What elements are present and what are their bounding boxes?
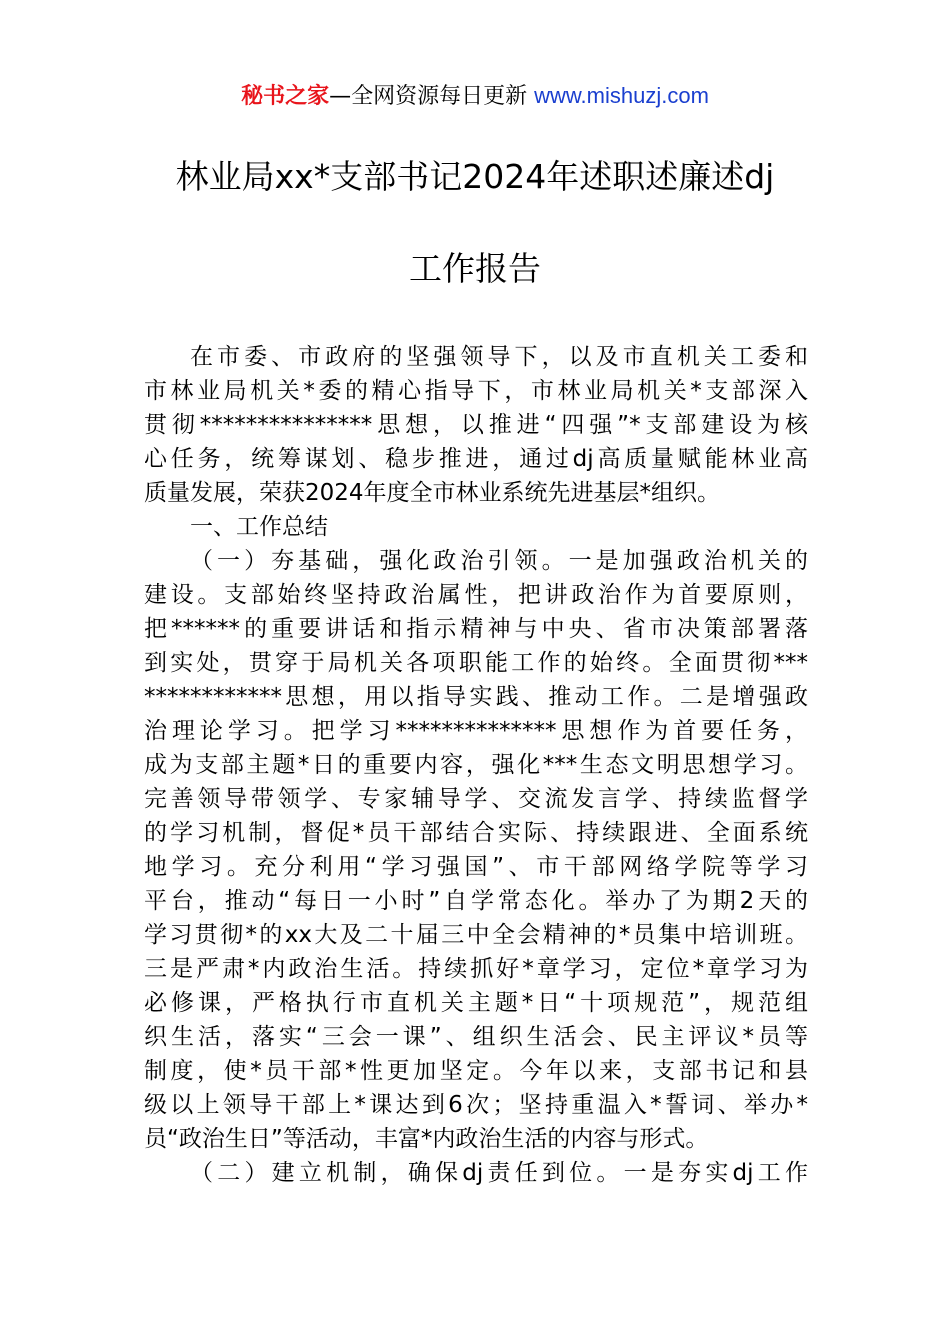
body-line: 市林业局机关*委的精心指导下，市林业局机关*支部深入 [144, 378, 808, 404]
site-header [0, 80, 950, 113]
body-line: （一）夯基础，强化政治引领。一是加强政治机关的 [190, 548, 808, 574]
document-title-line-1: 林业局xx*支部书记2024年述职述廉述dj [175, 157, 775, 196]
body-line: 在市委、市政府的坚强领导下，以及市直机关工委和 [190, 344, 808, 370]
body-line: 质量发展，荣获2024年度全市林业系统先进基层*组织。 [144, 480, 721, 506]
site-tagline: —全网资源每日更新 [329, 84, 535, 109]
section-heading: 一、工作总结 [190, 514, 328, 540]
body-line: 把******的重要讲话和指示精神与中央、省市决策部署落 [144, 616, 808, 642]
body-line: 制度，使*员干部*性更加坚定。今年以来，支部书记和县 [144, 1058, 808, 1084]
body-line: 级以上领导干部上*课达到6次；坚持重温入*誓词、举办* [144, 1092, 808, 1118]
document-body [144, 340, 808, 1190]
body-line: 平台，推动“每日一小时”自学常态化。举办了为期2天的 [144, 888, 808, 914]
body-line: 员“政治生日”等活动，丰富*内政治生活的内容与形式。 [144, 1126, 709, 1152]
body-line: ************思想，用以指导实践、推动工作。二是增强政 [144, 684, 808, 710]
body-line: 成为支部主题*日的重要内容，强化***生态文明思想学习。 [144, 752, 808, 778]
site-brand: 秘书之家 [241, 84, 330, 109]
body-line: 心任务，统筹谋划、稳步推进，通过dj高质量赋能林业高 [144, 446, 808, 472]
body-line: 的学习机制，督促*员干部结合实际、持续跟进、全面系统 [144, 820, 808, 846]
body-line: 三是严肃*内政治生活。持续抓好*章学习，定位*章学习为 [144, 956, 808, 982]
body-line: 治理论学习。把学习**************思想作为首要任务， [144, 718, 808, 744]
body-line: 到实处，贯穿于局机关各项职能工作的始终。全面贯彻*** [144, 650, 808, 676]
site-url-link[interactable]: www.mishuzj.com [534, 83, 709, 108]
body-line: 完善领导带领学、专家辅导学、交流发言学、持续监督学 [144, 786, 808, 812]
body-line: 贯彻***************思想，以推进“四强”*支部建设为核 [144, 412, 808, 438]
body-line: 织生活，落实“三会一课”、组织生活会、民主评议*员等 [144, 1024, 808, 1050]
body-line: 地学习。充分利用“学习强国”、市干部网络学院等学习 [144, 854, 808, 880]
document-title-line-2: 工作报告 [409, 249, 541, 288]
body-line: 必修课，严格执行市直机关主题*日“十项规范”，规范组 [144, 990, 808, 1016]
body-line: （二）建立机制，确保dj责任到位。一是夯实dj工作 [190, 1160, 808, 1186]
body-line: 学习贯彻*的xx大及二十届三中全会精神的*员集中培训班。 [144, 922, 808, 948]
body-line: 建设。支部始终坚持政治属性，把讲政治作为首要原则， [144, 582, 808, 608]
